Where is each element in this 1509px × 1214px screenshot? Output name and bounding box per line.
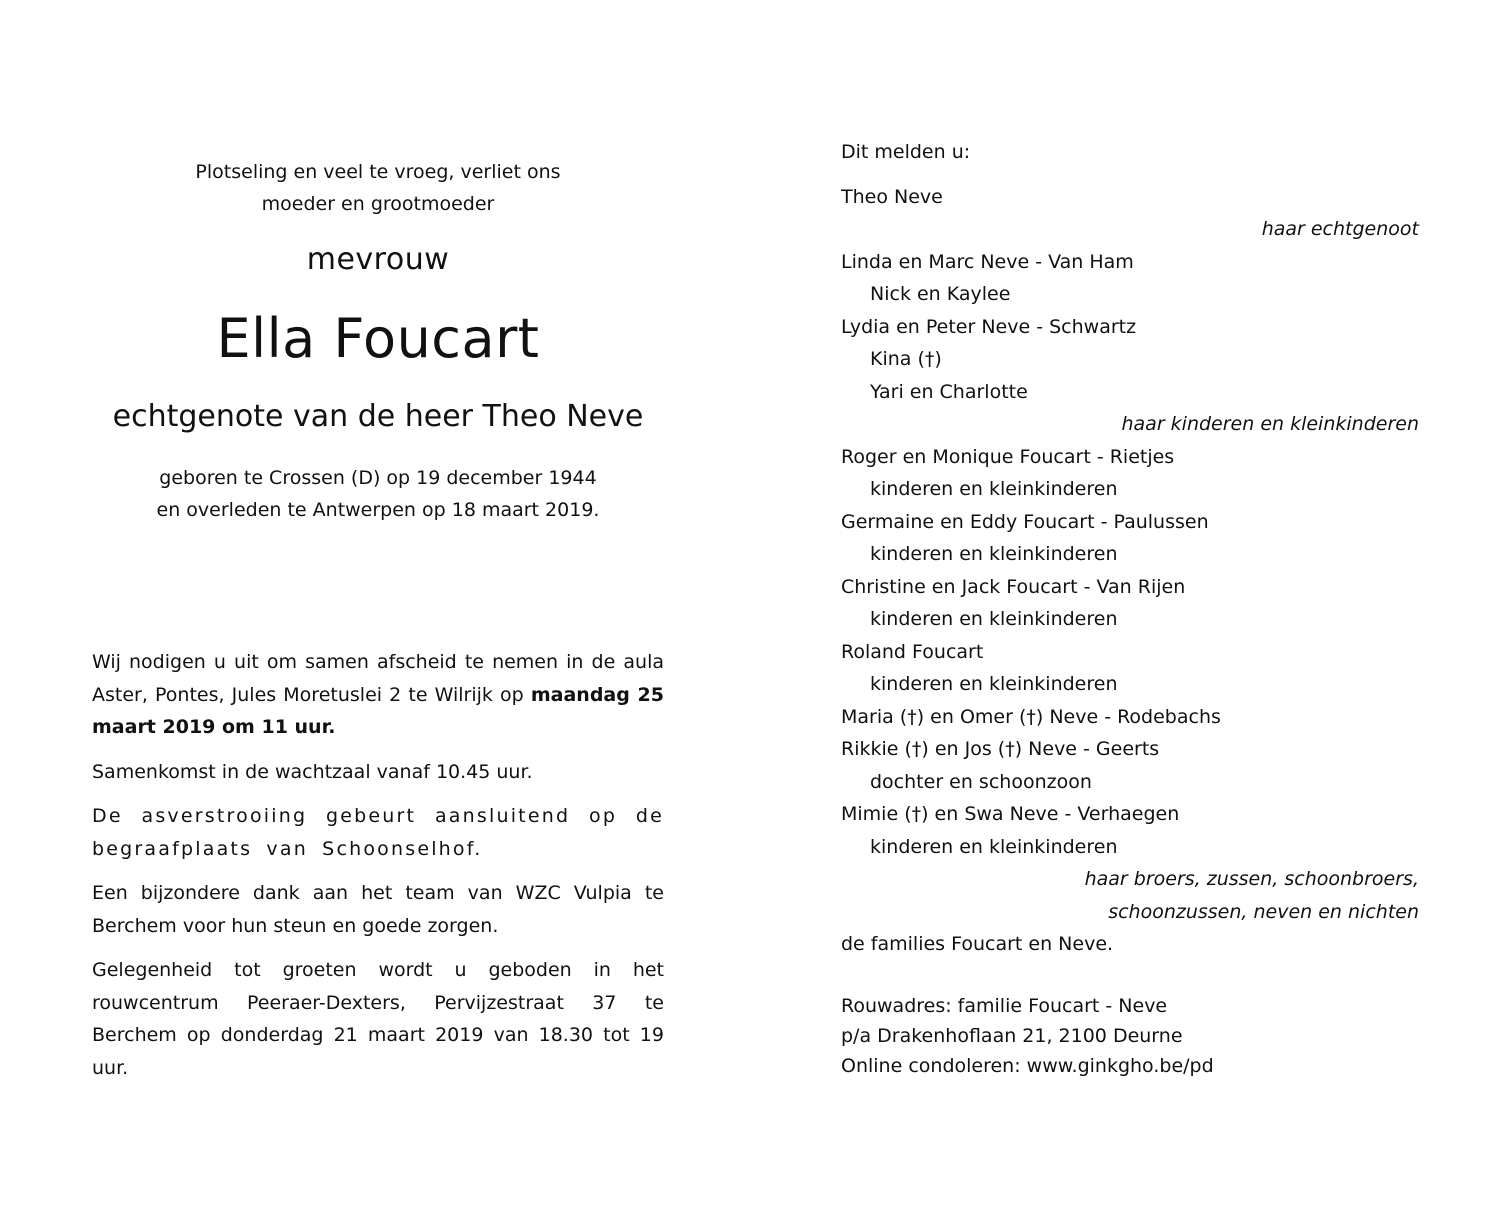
postal-address: p/a Drakenhoflaan 21, 2100 Deurne <box>841 1024 1183 1047</box>
families-line: de families Foucart en Neve. <box>841 933 1114 955</box>
invitation-text: Wij nodigen u uit om samen afscheid te nemen in de aula Aster, Pontes, Jules Moretuslei 2 te Wilrijk op <box>92 651 664 706</box>
siblings-role-line-1: haar broers, zussen, schoonbroers, <box>1084 868 1419 890</box>
ceremony-date: maandag 25 maart 2019 om 11 uur. <box>92 683 664 738</box>
right-column <box>841 136 1419 1081</box>
life-dates <box>92 462 664 526</box>
deceased-name: Ella Foucart <box>216 307 540 370</box>
sibling-descendants: kinderen en kleinkinderen <box>870 543 1118 565</box>
mourning-address: Rouwadres: familie Foucart - Neve <box>841 994 1168 1017</box>
visitation-paragraph: Gelegenheid tot groeten wordt u geboden in het rouwcentrum Peeraer-Dexters, Pervijzestraat 37 te Berchem op donderdag 21 maart 2019 van 18.30 tot 19 uur. <box>92 959 664 1079</box>
grandchildren-entry: Nick en Kaylee <box>870 283 1011 305</box>
sibling-descendants: kinderen en kleinkinderen <box>870 608 1118 630</box>
intro-line-2: moeder en grootmoeder <box>261 193 495 215</box>
invitation-paragraph <box>92 646 664 744</box>
spouse-line: echtgenote van de heer Theo Neve <box>112 399 644 434</box>
sibling-descendants: kinderen en kleinkinderen <box>870 835 1118 858</box>
sibling-entry: Roland Foucart <box>841 640 984 663</box>
intro-line-1: Plotseling en veel te vroeg, verliet ons <box>195 161 561 183</box>
grandchildren-entry: Kina (†) <box>870 348 942 370</box>
sibling-entry: Rikkie (†) en Jos (†) Neve - Geerts <box>841 738 1160 760</box>
sibling-entry: Christine en Jack Foucart - Van Rijen <box>841 575 1186 598</box>
announcement: Dit melden u: <box>841 141 971 163</box>
siblings-role-line-2: schoonzussen, neven en nichten <box>1108 900 1419 923</box>
birth-line: geboren te Crossen (D) op 19 december 1944 <box>159 467 597 489</box>
sibling-entry: Maria (†) en Omer (†) Neve - Rodebachs <box>841 705 1221 728</box>
husband-role: haar echtgenoot <box>1261 218 1419 240</box>
online-condolence: Online condoleren: www.ginkgho.be/pd <box>841 1054 1214 1077</box>
child-entry: Linda en Marc Neve - Van Ham <box>841 250 1134 273</box>
sibling-descendants: kinderen en kleinkinderen <box>870 673 1118 695</box>
thanks-paragraph: Een bijzondere dank aan het team van WZC Vulpia te Berchem voor hun steun en goede zorgen. <box>92 882 664 937</box>
husband-name: Theo Neve <box>841 185 943 208</box>
sibling-entry: Roger en Monique Foucart - Rietjes <box>841 445 1175 468</box>
intro-text <box>92 156 664 220</box>
sibling-descendants: kinderen en kleinkinderen <box>870 478 1118 500</box>
ashes-paragraph: De asverstrooiing gebeurt aansluitend op de begraafplaats van Schoonselhof. <box>92 805 664 860</box>
child-entry: Lydia en Peter Neve - Schwartz <box>841 315 1137 338</box>
grandchildren-entry: Yari en Charlotte <box>870 380 1028 403</box>
gathering-paragraph: Samenkomst in de wachtzaal vanaf 10.45 uur. <box>92 760 533 783</box>
ceremony-details <box>92 646 664 1096</box>
death-line: en overleden te Antwerpen op 18 maart 2019. <box>156 499 600 521</box>
children-role: haar kinderen en kleinkinderen <box>1121 413 1419 435</box>
honorific: mevrouw <box>306 242 450 277</box>
sibling-entry: Germaine en Eddy Foucart - Paulussen <box>841 510 1209 533</box>
contact-block <box>841 991 1419 1081</box>
sibling-descendants: dochter en schoonzoon <box>870 770 1092 793</box>
sibling-entry: Mimie (†) en Swa Neve - Verhaegen <box>841 803 1180 825</box>
